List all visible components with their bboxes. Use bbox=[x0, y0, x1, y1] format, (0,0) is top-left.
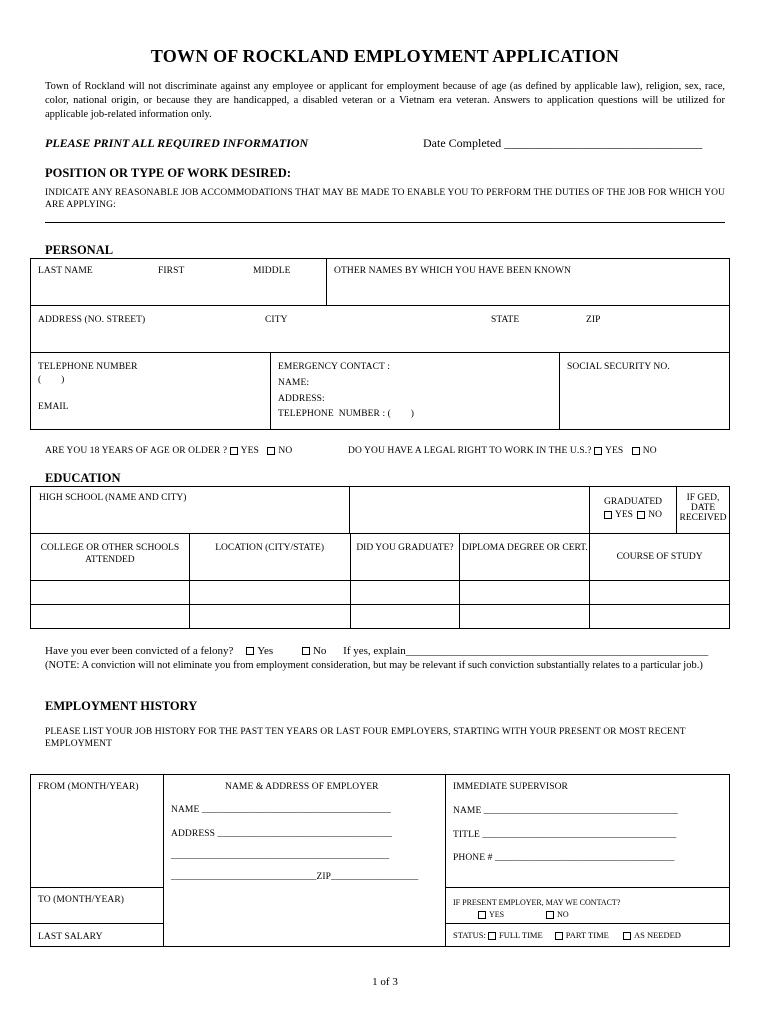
high-school-cell[interactable]: HIGH SCHOOL (NAME AND CITY) bbox=[31, 487, 350, 534]
college-cell[interactable] bbox=[590, 605, 730, 629]
did-graduate-header: DID YOU GRADUATE? bbox=[350, 534, 460, 581]
age-no-checkbox[interactable] bbox=[267, 447, 275, 455]
legal-work-question: DO YOU HAVE A LEGAL RIGHT TO WORK IN THE U.S.? YES NO bbox=[348, 446, 657, 456]
legal-no-checkbox[interactable] bbox=[632, 447, 640, 455]
supervisor-phone-field[interactable]: PHONE # _____________________________________ bbox=[453, 853, 675, 863]
college-cell[interactable] bbox=[350, 581, 460, 605]
age-question: ARE YOU 18 YEARS OF AGE OR OLDER ? YES NO bbox=[45, 446, 293, 456]
diploma-header: DIPLOMA DEGREE OR CERT. bbox=[460, 534, 590, 581]
emergency-contact-label: EMERGENCY CONTACT : bbox=[278, 362, 390, 372]
to-date-label: TO (MONTH/YEAR) bbox=[38, 895, 125, 905]
college-cell[interactable] bbox=[189, 581, 350, 605]
course-header: COURSE OF STUDY bbox=[590, 534, 730, 581]
employment-instructions: PLEASE LIST YOUR JOB HISTORY FOR THE PAST TEN YEARS OR LAST FOUR EMPLOYERS, STARTING WITH YOUR PRESENT OR MOST RECENT EMPLOYMENT bbox=[45, 727, 686, 749]
hs-grad-yes-checkbox[interactable] bbox=[604, 511, 612, 519]
middle-name-label: MIDDLE bbox=[253, 266, 291, 276]
from-date-label: FROM (MONTH/YEAR) bbox=[38, 782, 139, 792]
ssn-label: SOCIAL SECURITY NO. bbox=[567, 362, 670, 372]
part-time-checkbox[interactable] bbox=[555, 932, 563, 940]
supervisor-header: IMMEDIATE SUPERVISOR bbox=[453, 782, 568, 792]
accommodations-line[interactable] bbox=[45, 222, 725, 223]
college-cell[interactable] bbox=[350, 605, 460, 629]
email-label: EMAIL bbox=[38, 402, 69, 412]
college-cell[interactable] bbox=[460, 581, 590, 605]
ec-telephone-label: TELEPHONE NUMBER : ( ) bbox=[278, 409, 414, 419]
felony-no-checkbox[interactable] bbox=[302, 647, 310, 655]
accommodations-text: INDICATE ANY REASONABLE JOB ACCOMMODATIONS THAT MAY BE MADE TO ENABLE YOU TO PERFORM THE DUTIES OF THE JOB FOR WHICH YOU ARE APPLYING: bbox=[45, 188, 725, 210]
college-header: COLLEGE OR OTHER SCHOOLS ATTENDED bbox=[31, 534, 190, 581]
college-table bbox=[30, 533, 730, 629]
college-cell[interactable] bbox=[31, 605, 190, 629]
felony-explain[interactable]: If yes, explain_______________________________________________________ bbox=[343, 645, 709, 657]
as-needed-checkbox[interactable] bbox=[623, 932, 631, 940]
contact-options: YES NO bbox=[478, 910, 569, 919]
supervisor-name-field[interactable]: NAME ________________________________________ bbox=[453, 806, 678, 816]
college-cell[interactable] bbox=[189, 605, 350, 629]
felony-note: (NOTE: A conviction will not eliminate you from employment consideration, but may be relevant if such conviction substantially relates to a particular job.) bbox=[45, 660, 703, 671]
position-heading: POSITION OR TYPE OF WORK DESIRED: bbox=[45, 166, 291, 180]
ec-name-label: NAME: bbox=[278, 378, 310, 388]
page-title: TOWN OF ROCKLAND EMPLOYMENT APPLICATION bbox=[150, 46, 620, 66]
legal-yes-checkbox[interactable] bbox=[594, 447, 602, 455]
telephone-area-code[interactable]: ( ) bbox=[38, 375, 65, 385]
state-label: STATE bbox=[491, 315, 520, 325]
employer-zip-field[interactable]: ______________________________ZIP__________________ bbox=[171, 872, 419, 882]
contact-no-checkbox[interactable] bbox=[546, 911, 554, 919]
last-salary-label: LAST SALARY bbox=[38, 932, 103, 942]
hs-grad-no-checkbox[interactable] bbox=[637, 511, 645, 519]
page-number: 1 of 3 bbox=[372, 976, 398, 988]
first-name-label: FIRST bbox=[158, 266, 185, 276]
address-label: ADDRESS (NO. STREET) bbox=[38, 315, 146, 325]
date-completed-field[interactable]: Date Completed _________________________________ bbox=[423, 136, 703, 150]
college-cell[interactable] bbox=[31, 581, 190, 605]
contact-yes-checkbox[interactable] bbox=[478, 911, 486, 919]
felony-question: Have you ever been convicted of a felony? Yes No If yes, explain_______________________________________________________ bbox=[45, 645, 709, 657]
employer-address-field[interactable]: ADDRESS ____________________________________ bbox=[171, 829, 393, 839]
nondiscrimination-statement: Town of Rockland will not discriminate against any employee or applicant for employment because of age (as defined by applicable law), religion, sex, race, color, national origin, or because they are handicapped, a disabled veteran or a Vietnam era veteran. Answers to application questions will be utilized for applicable job-related information only. bbox=[45, 81, 725, 120]
ec-address-label: ADDRESS: bbox=[278, 394, 325, 404]
full-time-checkbox[interactable] bbox=[488, 932, 496, 940]
employer-address-line2[interactable]: _____________________________________________ bbox=[171, 851, 390, 861]
personal-heading: PERSONAL bbox=[45, 243, 114, 257]
employment-heading: EMPLOYMENT HISTORY bbox=[45, 699, 198, 713]
employer-name-field[interactable]: NAME _______________________________________ bbox=[171, 805, 391, 815]
college-cell[interactable] bbox=[460, 605, 590, 629]
status-options: STATUS: FULL TIME PART TIME AS NEEDED bbox=[453, 930, 681, 940]
education-table bbox=[30, 486, 730, 534]
ged-cell: IF GED, DATE RECEIVED bbox=[676, 487, 729, 534]
city-label: CITY bbox=[265, 315, 288, 325]
supervisor-title-field[interactable]: TITLE ________________________________________ bbox=[453, 830, 677, 840]
felony-yes-checkbox[interactable] bbox=[246, 647, 254, 655]
telephone-label: TELEPHONE NUMBER bbox=[38, 362, 138, 372]
employer-header: NAME & ADDRESS OF EMPLOYER bbox=[225, 782, 379, 792]
education-heading: EDUCATION bbox=[45, 471, 121, 485]
other-names-label: OTHER NAMES BY WHICH YOU HAVE BEEN KNOWN bbox=[334, 266, 572, 276]
age-yes-checkbox[interactable] bbox=[230, 447, 238, 455]
zip-label: ZIP bbox=[586, 315, 601, 325]
graduated-cell: GRADUATED YES NO bbox=[590, 487, 677, 534]
college-cell[interactable] bbox=[590, 581, 730, 605]
location-header: LOCATION (CITY/STATE) bbox=[189, 534, 350, 581]
contact-question: IF PRESENT EMPLOYER, MAY WE CONTACT? bbox=[453, 898, 621, 907]
personal-box bbox=[30, 258, 730, 430]
last-name-label: LAST NAME bbox=[38, 266, 93, 276]
print-notice: PLEASE PRINT ALL REQUIRED INFORMATION bbox=[45, 136, 309, 150]
